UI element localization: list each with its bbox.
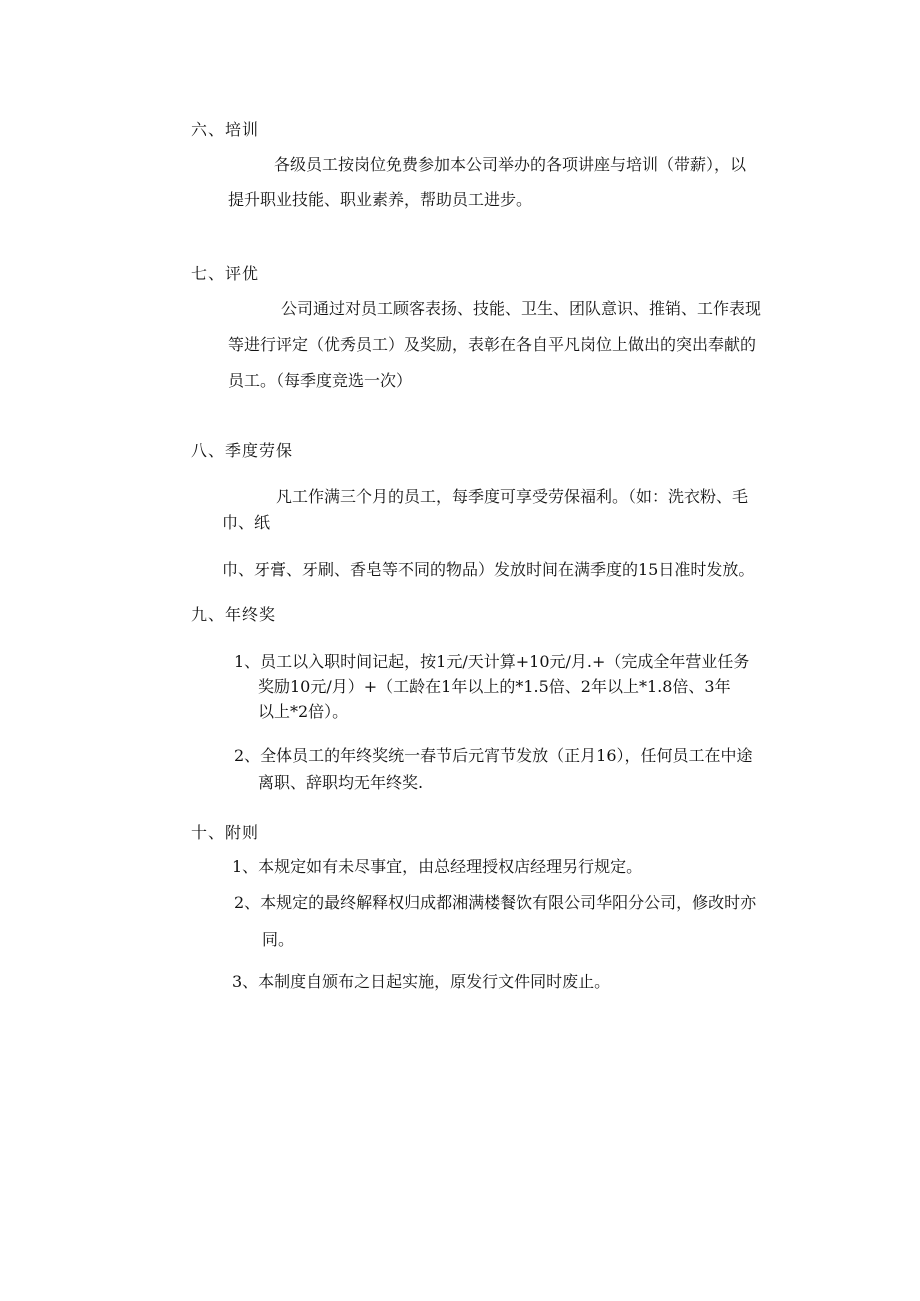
paragraph-line: 巾、牙膏、牙刷、香皂等不同的物品）发放时间在满季度的15日准时发放。 [222, 560, 755, 579]
list-item: 3、本制度自颁布之日起实施，原发行文件同时废止。 [232, 972, 611, 991]
paragraph-line: 巾、纸 [222, 513, 271, 532]
list-item-continuation: 离职、辞职均无年终奖. [258, 773, 424, 792]
list-item: 2、全体员工的年终奖统一春节后元宵节发放（正月16），任何员工在中途 [234, 746, 753, 765]
section-heading-labor-protection: 八、季度劳保 [191, 441, 294, 460]
list-item: 1、员工以入职时间记起，按1元/天计算+10元/月.+（完成全年营业任务 [234, 652, 750, 671]
section-heading-training: 六、培训 [191, 120, 260, 139]
paragraph-line: 各级员工按岗位免费参加本公司举办的各项讲座与培训（带薪），以 [274, 155, 747, 174]
list-item-continuation: 奖励10元/月）+（工龄在1年以上的*1.5倍、2年以上*1.8倍、3年 [258, 677, 731, 696]
paragraph-line: 提升职业技能、职业素养，帮助员工进步。 [228, 190, 533, 209]
paragraph-line: 等进行评定（优秀员工）及奖励，表彰在各自平凡岗位上做出的突出奉献的 [228, 335, 757, 354]
list-item: 2、本规定的最终解释权归成都湘满楼餐饮有限公司华阳分公司，修改时亦 [234, 893, 757, 912]
list-item-continuation: 以上*2倍）。 [258, 702, 349, 721]
paragraph-line: 员工。（每季度竞选一次） [228, 371, 413, 390]
section-heading-supplementary: 十、附则 [191, 823, 260, 842]
list-item: 1、本规定如有未尽事宜，由总经理授权店经理另行规定。 [232, 857, 643, 876]
paragraph-line: 公司通过对员工顾客表扬、技能、卫生、团队意识、推销、工作表现 [281, 299, 762, 318]
list-item-continuation: 同。 [262, 930, 295, 949]
section-heading-evaluation: 七、评优 [191, 264, 260, 283]
paragraph-line: 凡工作满三个月的员工，每季度可享受劳保福利。（如：洗衣粉、毛 [276, 487, 749, 506]
section-heading-year-end-bonus: 九、年终奖 [191, 605, 277, 624]
